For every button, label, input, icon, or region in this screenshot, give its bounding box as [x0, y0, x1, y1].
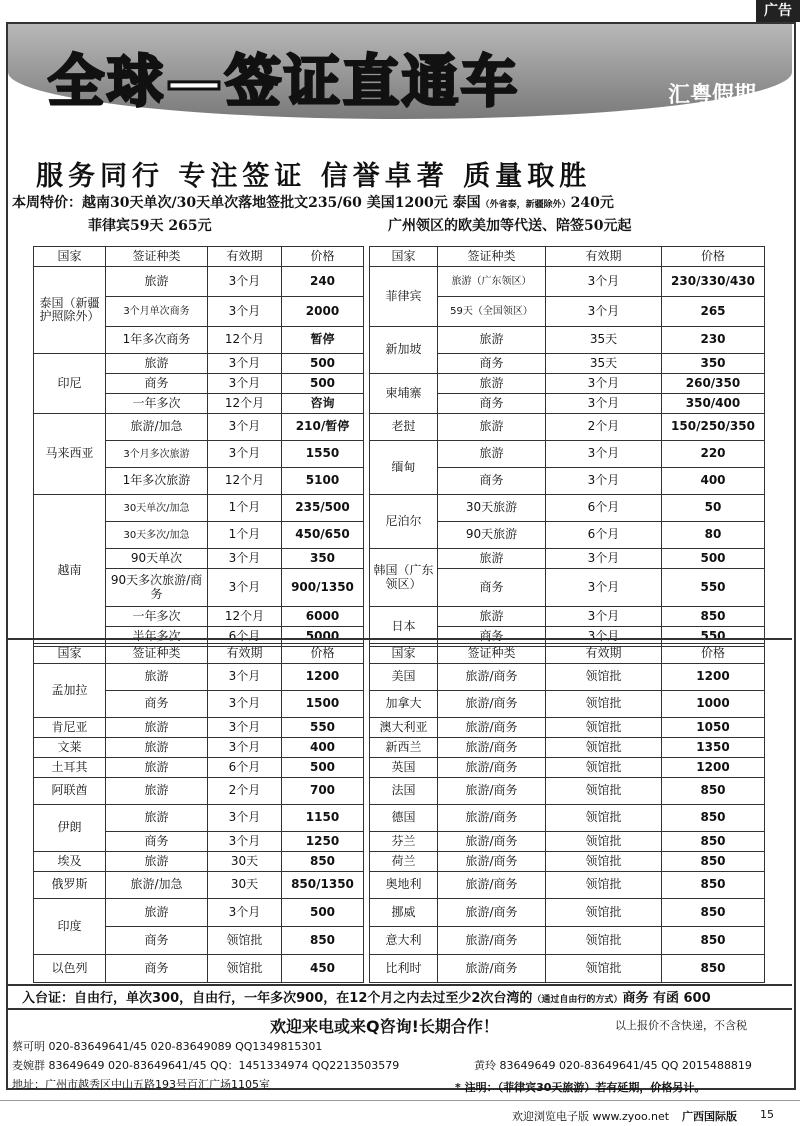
price-cell: 550	[662, 569, 765, 607]
col-country: 国家	[34, 644, 106, 664]
price-cell: 1500	[282, 691, 364, 718]
type-cell: 旅游/商务	[438, 852, 546, 872]
price-cell: 500	[282, 354, 364, 374]
validity-cell: 6个月	[546, 522, 662, 549]
price-cell: 6000	[282, 607, 364, 627]
specials-label: 本周特价：	[12, 195, 82, 211]
validity-cell: 3个月	[546, 549, 662, 569]
country-cell: 韩国（广东领区）	[370, 549, 438, 607]
type-cell: 1年多次旅游	[106, 468, 208, 495]
slogan: 服务同行 专注签证 信誉卓著 质量取胜	[36, 161, 592, 192]
validity-cell: 12个月	[208, 468, 282, 495]
price-cell: 400	[282, 738, 364, 758]
price-cell: 265	[662, 297, 765, 327]
price-cell: 350/400	[662, 394, 765, 414]
price-cell: 210/暂停	[282, 414, 364, 441]
type-cell: 旅游	[438, 607, 546, 627]
type-cell: 旅游	[438, 414, 546, 441]
price-cell: 450/650	[282, 522, 364, 549]
specials-text-1: 越南30天单次/30天单次落地签批文235/60 美国1200元 泰国	[82, 195, 481, 211]
validity-cell: 领馆批	[546, 927, 662, 955]
table-row	[34, 267, 364, 297]
table-row	[34, 872, 364, 899]
type-cell: 旅游	[106, 758, 208, 778]
type-cell: 商务	[106, 955, 208, 983]
country-cell: 泰国（新疆护照除外）	[34, 267, 106, 354]
specials-line-2b: 广州领区的欧美加等代送、陪签50元起	[388, 218, 632, 234]
section-divider	[8, 638, 792, 640]
price-cell: 500	[282, 374, 364, 394]
type-cell: 商务	[106, 374, 208, 394]
country-cell: 新西兰	[370, 738, 438, 758]
validity-cell: 6个月	[546, 495, 662, 522]
type-cell: 90天旅游	[438, 522, 546, 549]
col-type: 签证种类	[438, 247, 546, 267]
type-cell: 商务	[438, 569, 546, 607]
country-cell: 以色列	[34, 955, 106, 983]
validity-cell: 领馆批	[546, 805, 662, 832]
validity-cell: 3个月	[208, 374, 282, 394]
price-table-world-right	[369, 643, 765, 983]
table-row	[34, 955, 364, 983]
validity-cell: 35天	[546, 354, 662, 374]
type-cell: 旅游/加急	[106, 872, 208, 899]
validity-cell: 1个月	[208, 522, 282, 549]
validity-cell: 领馆批	[546, 872, 662, 899]
price-cell: 450	[282, 955, 364, 983]
type-cell: 旅游	[438, 549, 546, 569]
table-row	[370, 607, 765, 627]
price-cell: 850	[662, 955, 765, 983]
validity-cell: 3个月	[208, 569, 282, 607]
table-row	[370, 899, 765, 927]
col-price: 价格	[282, 644, 364, 664]
table-row	[34, 414, 364, 441]
validity-cell: 3个月	[208, 691, 282, 718]
country-cell: 文莱	[34, 738, 106, 758]
price-cell: 1200	[662, 758, 765, 778]
table-row	[370, 872, 765, 899]
price-cell: 咨询	[282, 394, 364, 414]
type-cell: 旅游/商务	[438, 832, 546, 852]
price-cell: 550	[282, 718, 364, 738]
section-divider	[8, 1008, 792, 1010]
validity-cell: 30天	[208, 872, 282, 899]
table-row	[370, 927, 765, 955]
price-cell: 5000	[282, 627, 364, 647]
type-cell: 旅游/商务	[438, 738, 546, 758]
validity-cell: 领馆批	[546, 832, 662, 852]
validity-cell: 领馆批	[546, 852, 662, 872]
type-cell: 旅游/商务	[438, 872, 546, 899]
price-note: 以上报价不含快递，不含税	[615, 1019, 747, 1032]
type-cell: 90天多次旅游/商务	[106, 569, 208, 607]
price-cell: 1200	[662, 664, 765, 691]
table-row	[34, 354, 364, 374]
brand-name: 汇粤假期	[668, 83, 757, 108]
country-cell: 缅甸	[370, 441, 438, 495]
validity-cell: 3个月	[208, 805, 282, 832]
price-cell: 50	[662, 495, 765, 522]
price-cell: 850	[662, 778, 765, 805]
table-row	[370, 549, 765, 569]
country-cell: 柬埔寨	[370, 374, 438, 414]
validity-cell: 3个月	[546, 267, 662, 297]
type-cell: 旅游	[106, 354, 208, 374]
contact-3: 黄玲 83649649 020-83649641/45 QQ 2015488819	[474, 1059, 752, 1072]
price-table-asia-left	[33, 246, 364, 647]
price-cell: 230	[662, 327, 765, 354]
validity-cell: 3个月	[546, 394, 662, 414]
country-cell: 德国	[370, 805, 438, 832]
validity-cell: 3个月	[546, 297, 662, 327]
table-row	[370, 664, 765, 691]
country-cell: 土耳其	[34, 758, 106, 778]
validity-cell: 3个月	[546, 374, 662, 394]
col-country: 国家	[370, 644, 438, 664]
validity-cell: 6个月	[208, 758, 282, 778]
col-validity: 有效期	[208, 644, 282, 664]
validity-cell: 3个月	[208, 738, 282, 758]
type-cell: 旅游/加急	[106, 414, 208, 441]
type-cell: 旅游/商务	[438, 778, 546, 805]
type-cell: 商务	[438, 627, 546, 647]
type-cell: 旅游/商务	[438, 899, 546, 927]
type-cell: 旅游	[106, 664, 208, 691]
page-number: 15	[760, 1108, 774, 1121]
table-row	[370, 805, 765, 832]
validity-cell: 领馆批	[546, 955, 662, 983]
validity-cell: 领馆批	[546, 691, 662, 718]
col-price: 价格	[662, 644, 765, 664]
validity-cell: 3个月	[546, 468, 662, 495]
country-cell: 肯尼亚	[34, 718, 106, 738]
type-cell: 90天单次	[106, 549, 208, 569]
table-row	[34, 664, 364, 691]
type-cell: 30天单次/加急	[106, 495, 208, 522]
validity-cell: 3个月	[208, 664, 282, 691]
price-cell: 350	[662, 354, 765, 374]
country-cell: 挪威	[370, 899, 438, 927]
country-cell: 印度	[34, 899, 106, 955]
specials-line-2a: 菲律宾59天 265元	[88, 218, 212, 234]
col-country: 国家	[34, 247, 106, 267]
price-cell: 240	[282, 267, 364, 297]
taiwan-permit-small: （通过自由行的方式）	[532, 995, 623, 1005]
validity-cell: 6个月	[208, 627, 282, 647]
price-cell: 暂停	[282, 327, 364, 354]
price-cell: 1050	[662, 718, 765, 738]
type-cell: 旅游	[438, 327, 546, 354]
table-row	[370, 495, 765, 522]
validity-cell: 领馆批	[546, 899, 662, 927]
table-row	[370, 852, 765, 872]
price-cell: 850	[662, 927, 765, 955]
specials-small: （外省泰，新疆除外）	[480, 200, 571, 210]
country-cell: 俄罗斯	[34, 872, 106, 899]
country-cell: 伊朗	[34, 805, 106, 852]
type-cell: 旅游	[106, 805, 208, 832]
price-cell: 850	[662, 852, 765, 872]
price-cell: 1150	[282, 805, 364, 832]
price-cell: 500	[282, 899, 364, 927]
footer-site: 欢迎浏览电子版 www.zyoo.net	[512, 1110, 670, 1123]
type-cell: 旅游/商务	[438, 758, 546, 778]
col-country: 国家	[370, 247, 438, 267]
price-cell: 235/500	[282, 495, 364, 522]
validity-cell: 3个月	[208, 832, 282, 852]
type-cell: 旅游	[106, 267, 208, 297]
price-cell: 260/350	[662, 374, 765, 394]
validity-cell: 30天	[208, 852, 282, 872]
col-validity: 有效期	[546, 644, 662, 664]
validity-cell: 35天	[546, 327, 662, 354]
type-cell: 商务	[106, 832, 208, 852]
country-cell: 日本	[370, 607, 438, 647]
price-cell: 230/330/430	[662, 267, 765, 297]
country-cell: 菲律宾	[370, 267, 438, 327]
contact-2: 麦婉群 83649649 020-83649641/45 QQ：1451334974 QQ2213503579	[12, 1059, 400, 1072]
price-cell: 850	[662, 607, 765, 627]
address: 地址：广州市越秀区中山五路193号百汇广场1105室	[12, 1078, 270, 1091]
table-row	[34, 899, 364, 927]
price-cell: 550	[662, 627, 765, 647]
footer-edition: 广西国际版	[682, 1110, 737, 1123]
country-cell: 阿联酋	[34, 778, 106, 805]
validity-cell: 2个月	[208, 778, 282, 805]
price-cell: 850	[282, 927, 364, 955]
table-row	[34, 758, 364, 778]
price-cell: 1350	[662, 738, 765, 758]
type-cell: 旅游	[106, 778, 208, 805]
validity-cell: 12个月	[208, 607, 282, 627]
specials-line-1	[12, 192, 614, 212]
validity-cell: 3个月	[208, 354, 282, 374]
price-cell: 500	[282, 758, 364, 778]
country-cell: 埃及	[34, 852, 106, 872]
price-cell: 850	[282, 852, 364, 872]
specials-text-1-end: 240元	[570, 195, 614, 211]
table-row	[370, 718, 765, 738]
table-row	[370, 778, 765, 805]
validity-cell: 3个月	[208, 899, 282, 927]
country-cell: 尼泊尔	[370, 495, 438, 549]
validity-cell: 3个月	[546, 607, 662, 627]
validity-cell: 2个月	[546, 414, 662, 441]
price-table-world-left	[33, 643, 364, 983]
welcome-banner: 欢迎来电或来Q咨询!长期合作！	[270, 1017, 499, 1036]
type-cell: 30天多次/加急	[106, 522, 208, 549]
col-validity: 有效期	[546, 247, 662, 267]
validity-cell: 12个月	[208, 394, 282, 414]
validity-cell: 3个月	[546, 627, 662, 647]
type-cell: 旅游/商务	[438, 691, 546, 718]
type-cell: 3个月单次商务	[106, 297, 208, 327]
taiwan-permit-text: 入台证：自由行，单次300，自由行，一年多次900，在12个月之内去过至少2次台湾的	[22, 991, 533, 1006]
table-row	[34, 778, 364, 805]
type-cell: 旅游/商务	[438, 955, 546, 983]
price-cell: 5100	[282, 468, 364, 495]
validity-cell: 领馆批	[208, 955, 282, 983]
country-cell: 越南	[34, 495, 106, 647]
type-cell: 旅游	[438, 374, 546, 394]
country-cell: 印尼	[34, 354, 106, 414]
validity-cell: 12个月	[208, 327, 282, 354]
table-row	[370, 441, 765, 468]
table-row	[34, 495, 364, 522]
table-row	[34, 718, 364, 738]
price-cell: 80	[662, 522, 765, 549]
table-row	[370, 955, 765, 983]
contact-1: 蔡可明 020-83649641/45 020-83649089 QQ1349815301	[12, 1040, 323, 1053]
country-cell: 美国	[370, 664, 438, 691]
country-cell: 加拿大	[370, 691, 438, 718]
validity-cell: 3个月	[208, 297, 282, 327]
country-cell: 荷兰	[370, 852, 438, 872]
type-cell: 30天旅游	[438, 495, 546, 522]
table-row	[370, 832, 765, 852]
price-cell: 2000	[282, 297, 364, 327]
country-cell: 意大利	[370, 927, 438, 955]
type-cell: 半年多次	[106, 627, 208, 647]
price-cell: 700	[282, 778, 364, 805]
country-cell: 奥地利	[370, 872, 438, 899]
table-row	[370, 327, 765, 354]
price-cell: 850/1350	[282, 872, 364, 899]
table-row	[370, 374, 765, 394]
validity-cell: 3个月	[546, 441, 662, 468]
type-cell: 商务	[438, 394, 546, 414]
ad-tag: 广告	[756, 0, 800, 22]
country-cell: 马来西亚	[34, 414, 106, 495]
type-cell: 一年多次	[106, 394, 208, 414]
taiwan-permit-end: 商务 有函 600	[622, 991, 711, 1006]
validity-cell: 领馆批	[208, 927, 282, 955]
type-cell: 旅游	[106, 899, 208, 927]
type-cell: 59天（全国领区）	[438, 297, 546, 327]
type-cell: 旅游	[106, 738, 208, 758]
price-cell: 1550	[282, 441, 364, 468]
col-type: 签证种类	[438, 644, 546, 664]
price-cell: 1000	[662, 691, 765, 718]
taiwan-permit-note	[22, 987, 711, 1006]
type-cell: 一年多次	[106, 607, 208, 627]
type-cell: 旅游	[106, 718, 208, 738]
table-row	[370, 738, 765, 758]
price-cell: 400	[662, 468, 765, 495]
validity-cell: 领馆批	[546, 738, 662, 758]
type-cell: 商务	[106, 691, 208, 718]
country-cell: 老挝	[370, 414, 438, 441]
price-table-asia-right	[369, 246, 765, 647]
validity-cell: 3个月	[208, 549, 282, 569]
col-price: 价格	[282, 247, 364, 267]
country-cell: 孟加拉	[34, 664, 106, 718]
country-cell: 法国	[370, 778, 438, 805]
validity-cell: 1个月	[208, 495, 282, 522]
type-cell: 旅游（广东领区）	[438, 267, 546, 297]
table-row	[34, 805, 364, 832]
country-cell: 英国	[370, 758, 438, 778]
validity-cell: 领馆批	[546, 778, 662, 805]
validity-cell: 3个月	[208, 441, 282, 468]
validity-cell: 领馆批	[546, 758, 662, 778]
philippines-note: * 注明：（菲律宾30天旅游）若有延期，价格另计。	[455, 1081, 706, 1094]
banner-title: 全球—签证直通车	[48, 50, 520, 115]
page-footer	[0, 1100, 800, 1126]
type-cell: 旅游/商务	[438, 805, 546, 832]
validity-cell: 3个月	[208, 267, 282, 297]
price-cell: 150/250/350	[662, 414, 765, 441]
country-cell: 澳大利亚	[370, 718, 438, 738]
col-type: 签证种类	[106, 644, 208, 664]
price-cell: 350	[282, 549, 364, 569]
price-cell: 850	[662, 899, 765, 927]
type-cell: 旅游	[106, 852, 208, 872]
country-cell: 比利时	[370, 955, 438, 983]
type-cell: 旅游/商务	[438, 718, 546, 738]
price-cell: 850	[662, 805, 765, 832]
validity-cell: 领馆批	[546, 718, 662, 738]
type-cell: 3个月多次旅游	[106, 441, 208, 468]
table-row	[34, 852, 364, 872]
price-cell: 1200	[282, 664, 364, 691]
table-row	[370, 691, 765, 718]
validity-cell: 3个月	[208, 718, 282, 738]
price-cell: 850	[662, 872, 765, 899]
section-divider	[8, 984, 792, 986]
price-cell: 500	[662, 549, 765, 569]
col-validity: 有效期	[208, 247, 282, 267]
country-cell: 芬兰	[370, 832, 438, 852]
table-row	[370, 267, 765, 297]
table-row	[370, 414, 765, 441]
price-cell: 850	[662, 832, 765, 852]
price-cell: 1250	[282, 832, 364, 852]
validity-cell: 3个月	[208, 414, 282, 441]
type-cell: 商务	[106, 927, 208, 955]
validity-cell: 领馆批	[546, 664, 662, 691]
col-type: 签证种类	[106, 247, 208, 267]
table-row	[370, 758, 765, 778]
country-cell: 新加坡	[370, 327, 438, 374]
type-cell: 商务	[438, 354, 546, 374]
table-row	[34, 738, 364, 758]
type-cell: 商务	[438, 468, 546, 495]
type-cell: 旅游/商务	[438, 927, 546, 955]
validity-cell: 3个月	[546, 569, 662, 607]
type-cell: 旅游/商务	[438, 664, 546, 691]
price-cell: 900/1350	[282, 569, 364, 607]
price-cell: 220	[662, 441, 765, 468]
type-cell: 1年多次商务	[106, 327, 208, 354]
type-cell: 旅游	[438, 441, 546, 468]
col-price: 价格	[662, 247, 765, 267]
